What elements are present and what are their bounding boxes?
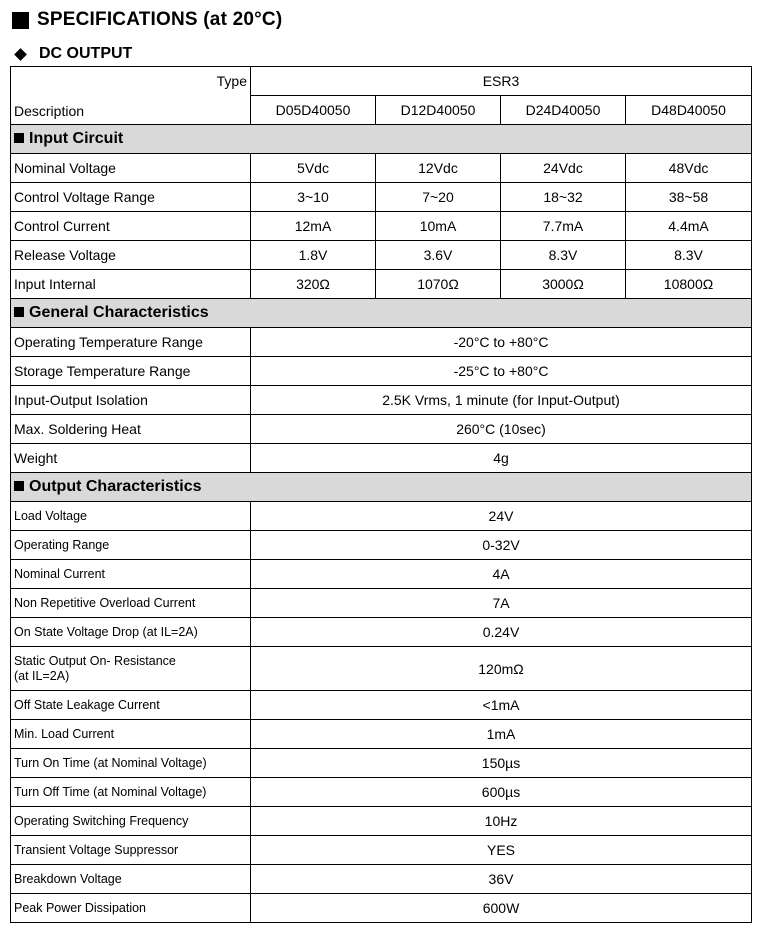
cell-value: 7~20 — [376, 183, 501, 212]
cell-value: 1070Ω — [376, 270, 501, 299]
cell-value: 3.6V — [376, 241, 501, 270]
cell-value: 10800Ω — [626, 270, 752, 299]
row-label: Max. Soldering Heat — [11, 415, 251, 444]
row-label: Breakdown Voltage — [11, 865, 251, 894]
cell-value: 120mΩ — [251, 647, 752, 691]
cell-value: 320Ω — [251, 270, 376, 299]
table-row — [11, 589, 752, 618]
table-row — [11, 357, 752, 386]
cell-value: 48Vdc — [626, 154, 752, 183]
header-type-description-cell — [11, 67, 251, 125]
row-label: Non Repetitive Overload Current — [11, 589, 251, 618]
table-row — [11, 720, 752, 749]
cell-value: 0.24V — [251, 618, 752, 647]
table-row — [11, 328, 752, 357]
square-bullet-icon — [14, 133, 24, 143]
cell-value: 5Vdc — [251, 154, 376, 183]
cell-value: 36V — [251, 865, 752, 894]
spec-table — [10, 66, 752, 923]
cell-value: 18~32 — [501, 183, 626, 212]
cell-value: 150µs — [251, 749, 752, 778]
series-name: ESR3 — [251, 67, 752, 96]
cell-value: 24Vdc — [501, 154, 626, 183]
type-label: Type — [216, 73, 247, 89]
cell-value: 3~10 — [251, 183, 376, 212]
model-header: D24D40050 — [501, 96, 626, 125]
table-row — [11, 502, 752, 531]
row-label: Transient Voltage Suppressor — [11, 836, 251, 865]
cell-value: 7.7mA — [501, 212, 626, 241]
section-header-general — [11, 299, 752, 328]
row-label: Turn On Time (at Nominal Voltage) — [11, 749, 251, 778]
cell-value: 10mA — [376, 212, 501, 241]
section-title: General Characteristics — [29, 304, 209, 321]
cell-value: -20°C to +80°C — [251, 328, 752, 357]
cell-value: 4.4mA — [626, 212, 752, 241]
table-row — [11, 749, 752, 778]
section-subtitle — [14, 43, 132, 65]
row-label: Nominal Current — [11, 560, 251, 589]
row-label: Input-Output Isolation — [11, 386, 251, 415]
cell-value: 8.3V — [626, 241, 752, 270]
square-bullet-icon — [14, 307, 24, 317]
cell-value: 38~58 — [626, 183, 752, 212]
row-label: Operating Switching Frequency — [11, 807, 251, 836]
section-header-output — [11, 473, 752, 502]
row-label — [11, 647, 251, 691]
model-header: D48D40050 — [626, 96, 752, 125]
cell-value: 1.8V — [251, 241, 376, 270]
description-label: Description — [14, 103, 85, 119]
table-row — [11, 618, 752, 647]
cell-value: <1mA — [251, 691, 752, 720]
table-row — [11, 894, 752, 923]
model-header: D12D40050 — [376, 96, 501, 125]
cell-value: 2.5K Vrms, 1 minute (for Input-Output) — [251, 386, 752, 415]
row-label: Input Internal — [11, 270, 251, 299]
table-row — [11, 807, 752, 836]
row-label: Load Voltage — [11, 502, 251, 531]
subtitle-text: DC OUTPUT — [39, 45, 133, 62]
cell-value: 600µs — [251, 778, 752, 807]
table-row — [11, 241, 752, 270]
section-header-input-circuit — [11, 125, 752, 154]
row-label: Turn Off Time (at Nominal Voltage) — [11, 778, 251, 807]
cell-value: 12Vdc — [376, 154, 501, 183]
table-row — [11, 647, 752, 691]
row-label: Off State Leakage Current — [11, 691, 251, 720]
page-title — [12, 5, 282, 35]
square-bullet-icon — [12, 12, 29, 29]
cell-value: 3000Ω — [501, 270, 626, 299]
row-label: Peak Power Dissipation — [11, 894, 251, 923]
section-title: Output Characteristics — [29, 478, 202, 495]
row-label-line: (at IL=2A) — [14, 668, 70, 683]
cell-value: 24V — [251, 502, 752, 531]
row-label: Release Voltage — [11, 241, 251, 270]
row-label: Nominal Voltage — [11, 154, 251, 183]
table-row — [11, 386, 752, 415]
cell-value: 8.3V — [501, 241, 626, 270]
cell-value: 4g — [251, 444, 752, 473]
row-label-line: Static Output On- Resistance — [14, 653, 176, 668]
cell-value: YES — [251, 836, 752, 865]
row-label: Min. Load Current — [11, 720, 251, 749]
row-label: Control Current — [11, 212, 251, 241]
diamond-bullet-icon — [14, 48, 27, 61]
table-row — [11, 778, 752, 807]
row-label: Operating Range — [11, 531, 251, 560]
cell-value: 600W — [251, 894, 752, 923]
cell-value: 10Hz — [251, 807, 752, 836]
row-label: Storage Temperature Range — [11, 357, 251, 386]
table-row — [11, 444, 752, 473]
table-row — [11, 560, 752, 589]
row-label: Weight — [11, 444, 251, 473]
cell-value: 0-32V — [251, 531, 752, 560]
table-row — [11, 836, 752, 865]
cell-value: 7A — [251, 589, 752, 618]
cell-value: 260°C (10sec) — [251, 415, 752, 444]
table-row — [11, 691, 752, 720]
section-title: Input Circuit — [29, 130, 124, 147]
square-bullet-icon — [14, 481, 24, 491]
row-label: On State Voltage Drop (at IL=2A) — [11, 618, 251, 647]
page-title-text: SPECIFICATIONS (at 20°C) — [37, 9, 283, 30]
row-label: Control Voltage Range — [11, 183, 251, 212]
cell-value: 12mA — [251, 212, 376, 241]
table-row — [11, 865, 752, 894]
table-row — [11, 270, 752, 299]
table-row — [11, 415, 752, 444]
cell-value: 1mA — [251, 720, 752, 749]
cell-value: -25°C to +80°C — [251, 357, 752, 386]
table-row — [11, 212, 752, 241]
model-header: D05D40050 — [251, 96, 376, 125]
table-row — [11, 183, 752, 212]
row-label: Operating Temperature Range — [11, 328, 251, 357]
table-row — [11, 154, 752, 183]
table-row — [11, 531, 752, 560]
cell-value: 4A — [251, 560, 752, 589]
